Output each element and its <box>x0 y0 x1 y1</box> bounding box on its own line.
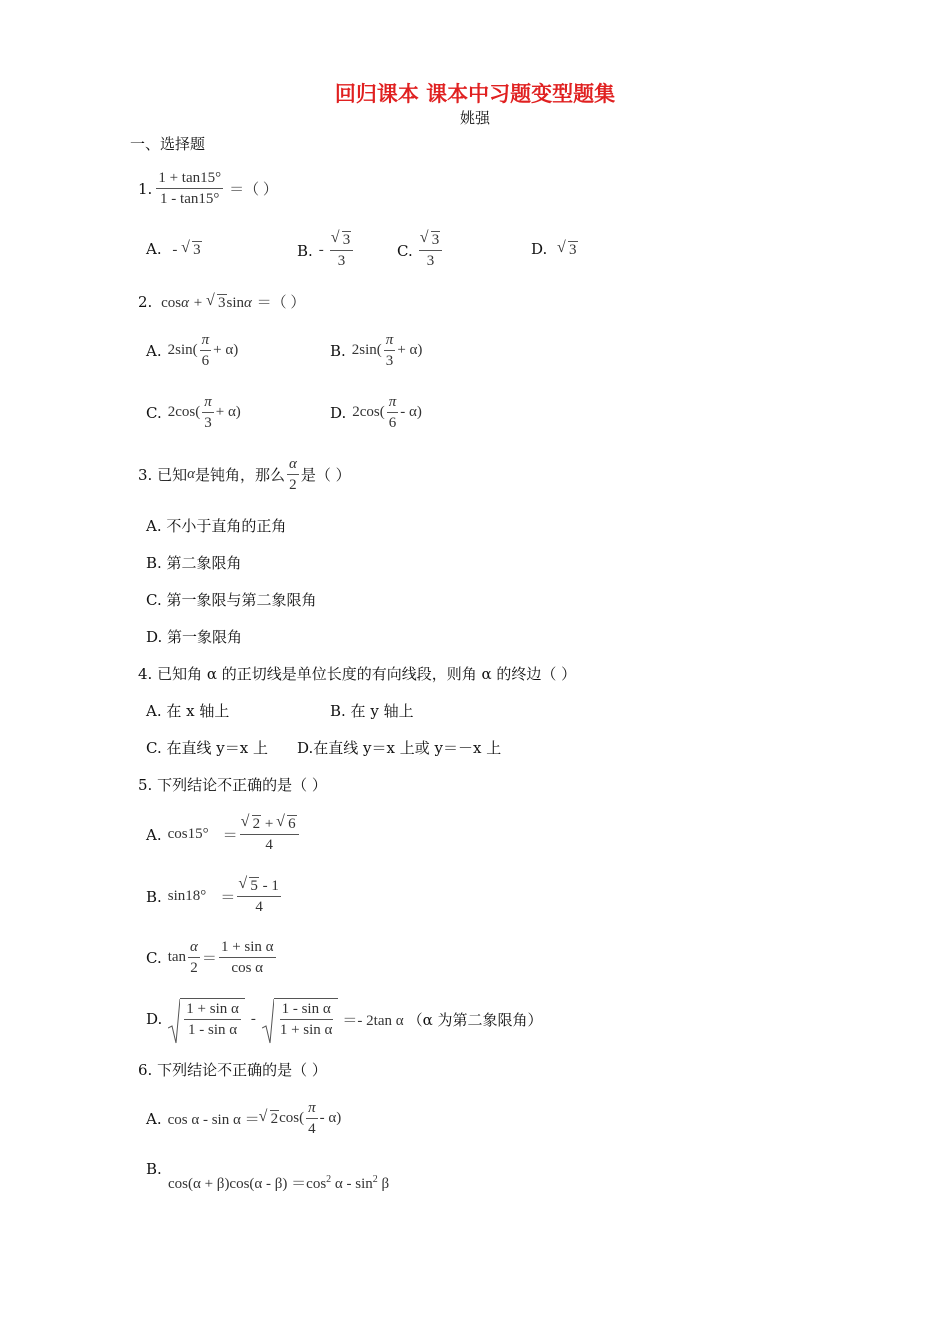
q2-option-c: C. 2cos( $\frac{\pi}{3}$ + α) <box>146 394 241 431</box>
q1-stem <box>138 168 278 209</box>
q1-denominator: 1 - tan15° <box>160 191 220 207</box>
q1-option-b: B. - √ $\frac{3}{3}$ <box>297 230 355 271</box>
q1-option-c: C. √ $\frac{3}{3}$ <box>397 230 444 271</box>
q2-option-b: B. 2sin( $\frac{\pi}{3}$ + α) <box>330 332 423 369</box>
q1-option-d: D. √ 3 <box>531 240 578 259</box>
q4-stem: 4. 已知角 α 的正切线是单位长度的有向线段，则角 α 的终边（ ） <box>138 665 577 683</box>
q6-option-a: A. cos α - sin α ＝ √ 2 cos( $\frac{\pi}{4}$ - α) <box>146 1098 341 1139</box>
q1-numerator: 1 + tan15° <box>156 168 223 189</box>
q4-option-a: A. 在 x 轴上 <box>146 702 230 720</box>
q3-option-c: C. 第一象限与第二象限角 <box>146 591 317 609</box>
q3-option-a: A. 不小于直角的正角 <box>146 517 287 535</box>
q6-option-b: $\cos(\alpha + \beta)\cos(\alpha - \beta) =\cos^2$ α - $\sin^2 \beta$ <box>168 1174 390 1192</box>
q4-option-c: C. 在直线 y＝x 上 <box>146 739 268 757</box>
q5-stem: 5. 下列结论不正确的是（ ） <box>138 776 327 794</box>
q5-option-c: C. tan $\frac{\alpha}{2}$ ＝ $\frac{\text{1 + sin α}}{\text{cos α}}$ <box>146 939 274 976</box>
q3-option-d: D. 第一象限角 <box>146 628 243 646</box>
author: 姚强 <box>459 109 490 127</box>
q3-option-b: B. 第二象限角 <box>146 554 242 572</box>
q6-option-b-label: B. <box>146 1160 162 1178</box>
q2-stem: 2. cosα + √ 3sinα ＝（ ） <box>138 291 305 312</box>
q5-option-b: B. sin18° ＝ √ $\frac{5 - 1}{4}$ <box>146 876 283 917</box>
q4-option-b: B. 在 y 轴上 <box>330 702 414 720</box>
q5-option-a: A. cos15° ＝ √ $\frac{2 + √ 6}{4}$ <box>146 814 301 855</box>
q1-fraction <box>156 168 223 209</box>
section-heading: 一、选择题 <box>130 135 206 153</box>
q1-label: 1. <box>138 179 153 198</box>
q1-option-a: A. - √ 3 <box>146 240 202 259</box>
q6-stem: 6. 下列结论不正确的是（ ） <box>138 1061 327 1079</box>
q2-option-d: D. 2cos( $\frac{\pi}{6}$ - α) <box>330 394 422 431</box>
q4-option-d: D.在直线 y＝x 上或 y＝－x 上 <box>297 739 502 757</box>
q3-stem: 3. 已知 α 是钝角，那么 $\frac{\alpha}{2}$ 是（ ） <box>138 456 351 493</box>
q2-option-a: A. 2sin( $\frac{\pi}{6}$ + α) <box>146 332 239 369</box>
q1-tail: ＝（ ） <box>229 182 278 198</box>
page-title: 回归课本 课本中习题变型题集 <box>334 81 616 106</box>
q5-option-d: D. $\frac{\text{1 + sin α}}{\text{1 - sin α}}$ - $\frac{\text{1 - sin α}}{\text{1 + sin α}}$ ＝- 2tan α （α 为第二象限角） <box>146 998 543 1040</box>
